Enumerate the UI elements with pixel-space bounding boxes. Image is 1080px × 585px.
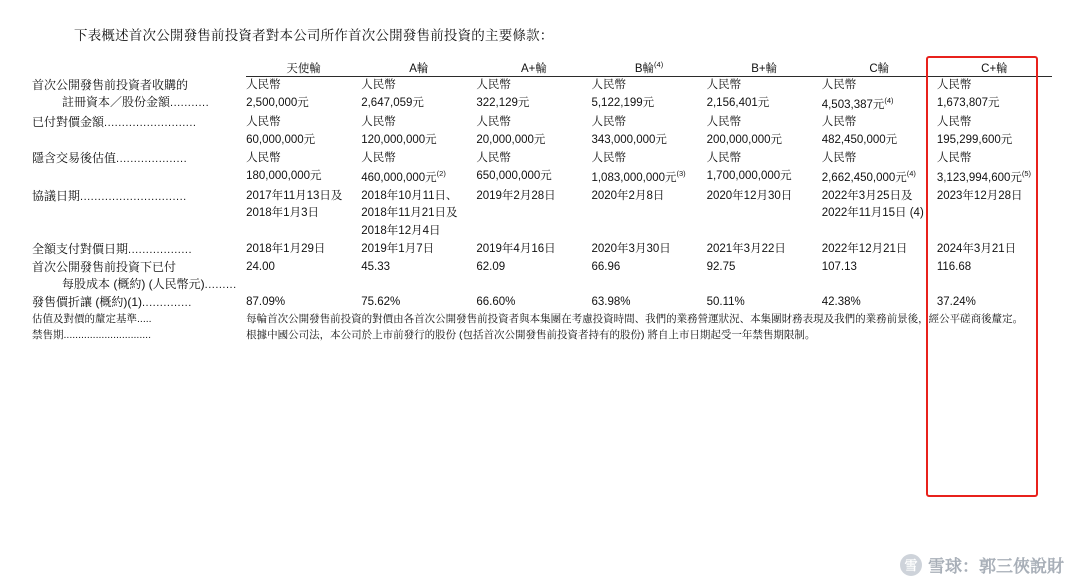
column-header-a-plus: A+輪 (476, 60, 591, 77)
table-row (32, 150, 1052, 187)
cell-registered-capital-a: 人民幣 2,647,059元 (361, 79, 424, 109)
cell-cost-per-share-a-plus: 62.09 (476, 260, 506, 273)
cell-valuation-b: 人民幣 1,083,000,000元$^{(3)}$ (591, 152, 686, 184)
cell-agreement-date-angel: 2017年11月13日及 2018年1月3日 (246, 189, 343, 220)
table-row (32, 114, 1052, 150)
cell-agreement-date-c-plus: 2023年12月28日 (936, 189, 1023, 202)
cell-agreement-date-b-plus: 2020年12月30日 (706, 189, 793, 202)
note-text-lockup-period: 根據中國公司法，本公司於上市前發行的股份 (包括首次公開發售前投資者持有的股份) 將自上市日期起受一年禁售期限制。 (246, 328, 816, 341)
column-header-c-plus: C+輪 (937, 60, 1052, 77)
cell-consideration-b: 人民幣 343,000,000元 (591, 116, 667, 147)
cell-payment-date-c-plus: 2024年3月21日 (936, 242, 1017, 255)
cell-registered-capital-a-plus: 人民幣 322,129元 (476, 79, 530, 109)
cell-consideration-a: 人民幣 120,000,000元 (361, 116, 437, 147)
cell-cost-per-share-b: 66.96 (591, 260, 621, 273)
cell-registered-capital-angel: 人民幣 2,500,000元 (246, 79, 309, 109)
cell-agreement-date-a-plus: 2019年2月28日 (476, 189, 556, 202)
row-label-cost-per-share: 首次公開發售前投資下已付 每股成本 (概約) (人民幣元)......... (32, 259, 237, 292)
row-label-consideration-paid: 已付對價金額.......................... (32, 115, 197, 130)
table-row (32, 188, 1052, 241)
cell-consideration-b-plus: 人民幣 200,000,000元 (706, 116, 783, 147)
cell-discount-c: 42.38% (821, 296, 861, 309)
watermark (900, 552, 1064, 577)
cell-payment-date-angel: 2018年1月29日 (246, 242, 326, 255)
table-row (32, 241, 1052, 259)
cell-consideration-angel: 人民幣 60,000,000元 (246, 116, 316, 147)
column-header-a: A輪 (361, 60, 476, 77)
cell-payment-date-a-plus: 2019年4月16日 (476, 242, 556, 255)
cell-registered-capital-b-plus: 人民幣 2,156,401元 (706, 79, 770, 109)
note-label-lockup-period: 禁售期.............................. (32, 328, 152, 341)
cell-cost-per-share-c-plus: 116.68 (936, 260, 972, 273)
pre-ipo-investment-table (32, 60, 1052, 344)
cell-cost-per-share-angel: 24.00 (246, 260, 275, 273)
cell-valuation-c: 人民幣 2,662,450,000元$^{(4)}$ (821, 152, 916, 184)
cell-registered-capital-c-plus: 人民幣 1,673,807元 (936, 79, 1000, 109)
cell-valuation-b-plus: 人民幣 1,700,000,000元 (706, 152, 792, 182)
cell-discount-b: 63.98% (591, 296, 631, 309)
cell-agreement-date-b: 2020年2月8日 (591, 189, 665, 202)
column-header-b-plus: B+輪 (707, 60, 822, 77)
cell-cost-per-share-b-plus: 92.75 (706, 260, 736, 273)
table-header (32, 60, 1052, 77)
note-label-valuation-basis: 估值及對價的釐定基準..... (32, 313, 152, 326)
cell-discount-a-plus: 66.60% (476, 296, 516, 309)
cell-valuation-c-plus: 人民幣 3,123,994,600元$^{(5)}$ (936, 152, 1032, 184)
row-label-full-payment-date: 全額支付對價日期.................. (32, 241, 193, 256)
cell-discount-a: 75.62% (361, 296, 401, 309)
table-body (32, 77, 1052, 344)
table-note-row (32, 328, 1052, 344)
column-header-c: C輪 (822, 60, 937, 77)
table-note-row (32, 312, 1052, 328)
cell-valuation-a-plus: 人民幣 650,000,000元 (476, 152, 552, 182)
cell-agreement-date-c: 2022年3月25日及 2022年11月15日 (4) (821, 189, 924, 220)
cell-valuation-a: 人民幣 460,000,000元$^{(2)}$ (361, 152, 446, 184)
row-label-agreement-date: 協議日期.............................. (32, 188, 187, 203)
cell-registered-capital-b: 人民幣 5,122,199元 (591, 79, 655, 109)
cell-payment-date-b: 2020年3月30日 (591, 242, 671, 255)
table-row (32, 77, 1052, 115)
note-text-valuation-basis: 每輪首次公開發售前投資的對價由各首次公開發售前投資者與本集團在考慮投資時間、我們的業務營運狀況、本集團財務表現及我們的業務前景後，經公平磋商後釐定。 (246, 313, 1024, 326)
cell-valuation-angel: 人民幣 180,000,000元 (246, 152, 322, 182)
cell-payment-date-c: 2022年12月21日 (821, 242, 908, 255)
cell-payment-date-b-plus: 2021年3月22日 (706, 242, 786, 255)
watermark-logo-icon: 雪 (900, 554, 922, 576)
row-label-discount-to-offer-price: 發售價折讓 (概約)(1).............. (32, 295, 192, 310)
table-row (32, 294, 1052, 312)
cell-agreement-date-a: 2018年10月11日、 2018年11月21日及 2018年12月4日 (361, 189, 458, 238)
row-label-registered-capital: 首次公開發售前投資者收購的 註冊資本／股份金額........... (32, 77, 210, 109)
header-blank (32, 60, 246, 77)
cell-consideration-a-plus: 人民幣 20,000,000元 (476, 116, 546, 147)
table-row (32, 259, 1052, 294)
column-header-angel: 天使輪 (246, 60, 361, 77)
cell-discount-b-plus: 50.11% (706, 296, 745, 309)
cell-consideration-c-plus: 人民幣 195,299,600元 (936, 116, 1013, 147)
cell-registered-capital-c: 人民幣 4,503,387元$^{(4)}$ (821, 79, 894, 111)
cell-payment-date-a: 2019年1月7日 (361, 242, 435, 255)
watermark-text: 雪球：郭三俠說財 (928, 557, 1064, 576)
cell-discount-angel: 87.09% (246, 296, 286, 309)
cell-cost-per-share-a: 45.33 (361, 260, 390, 273)
cell-discount-c-plus: 37.24% (936, 296, 976, 309)
row-label-implied-valuation: 隱含交易後估值.................... (32, 151, 188, 166)
intro-paragraph: 下表概述首次公開發售前投資者對本公司所作首次公開發售前投資的主要條款： (74, 28, 554, 43)
cell-consideration-c: 人民幣 482,450,000元 (821, 116, 898, 147)
column-header-b: B輪$^{(4)}$ (591, 60, 706, 77)
cell-cost-per-share-c: 107.13 (821, 260, 857, 273)
